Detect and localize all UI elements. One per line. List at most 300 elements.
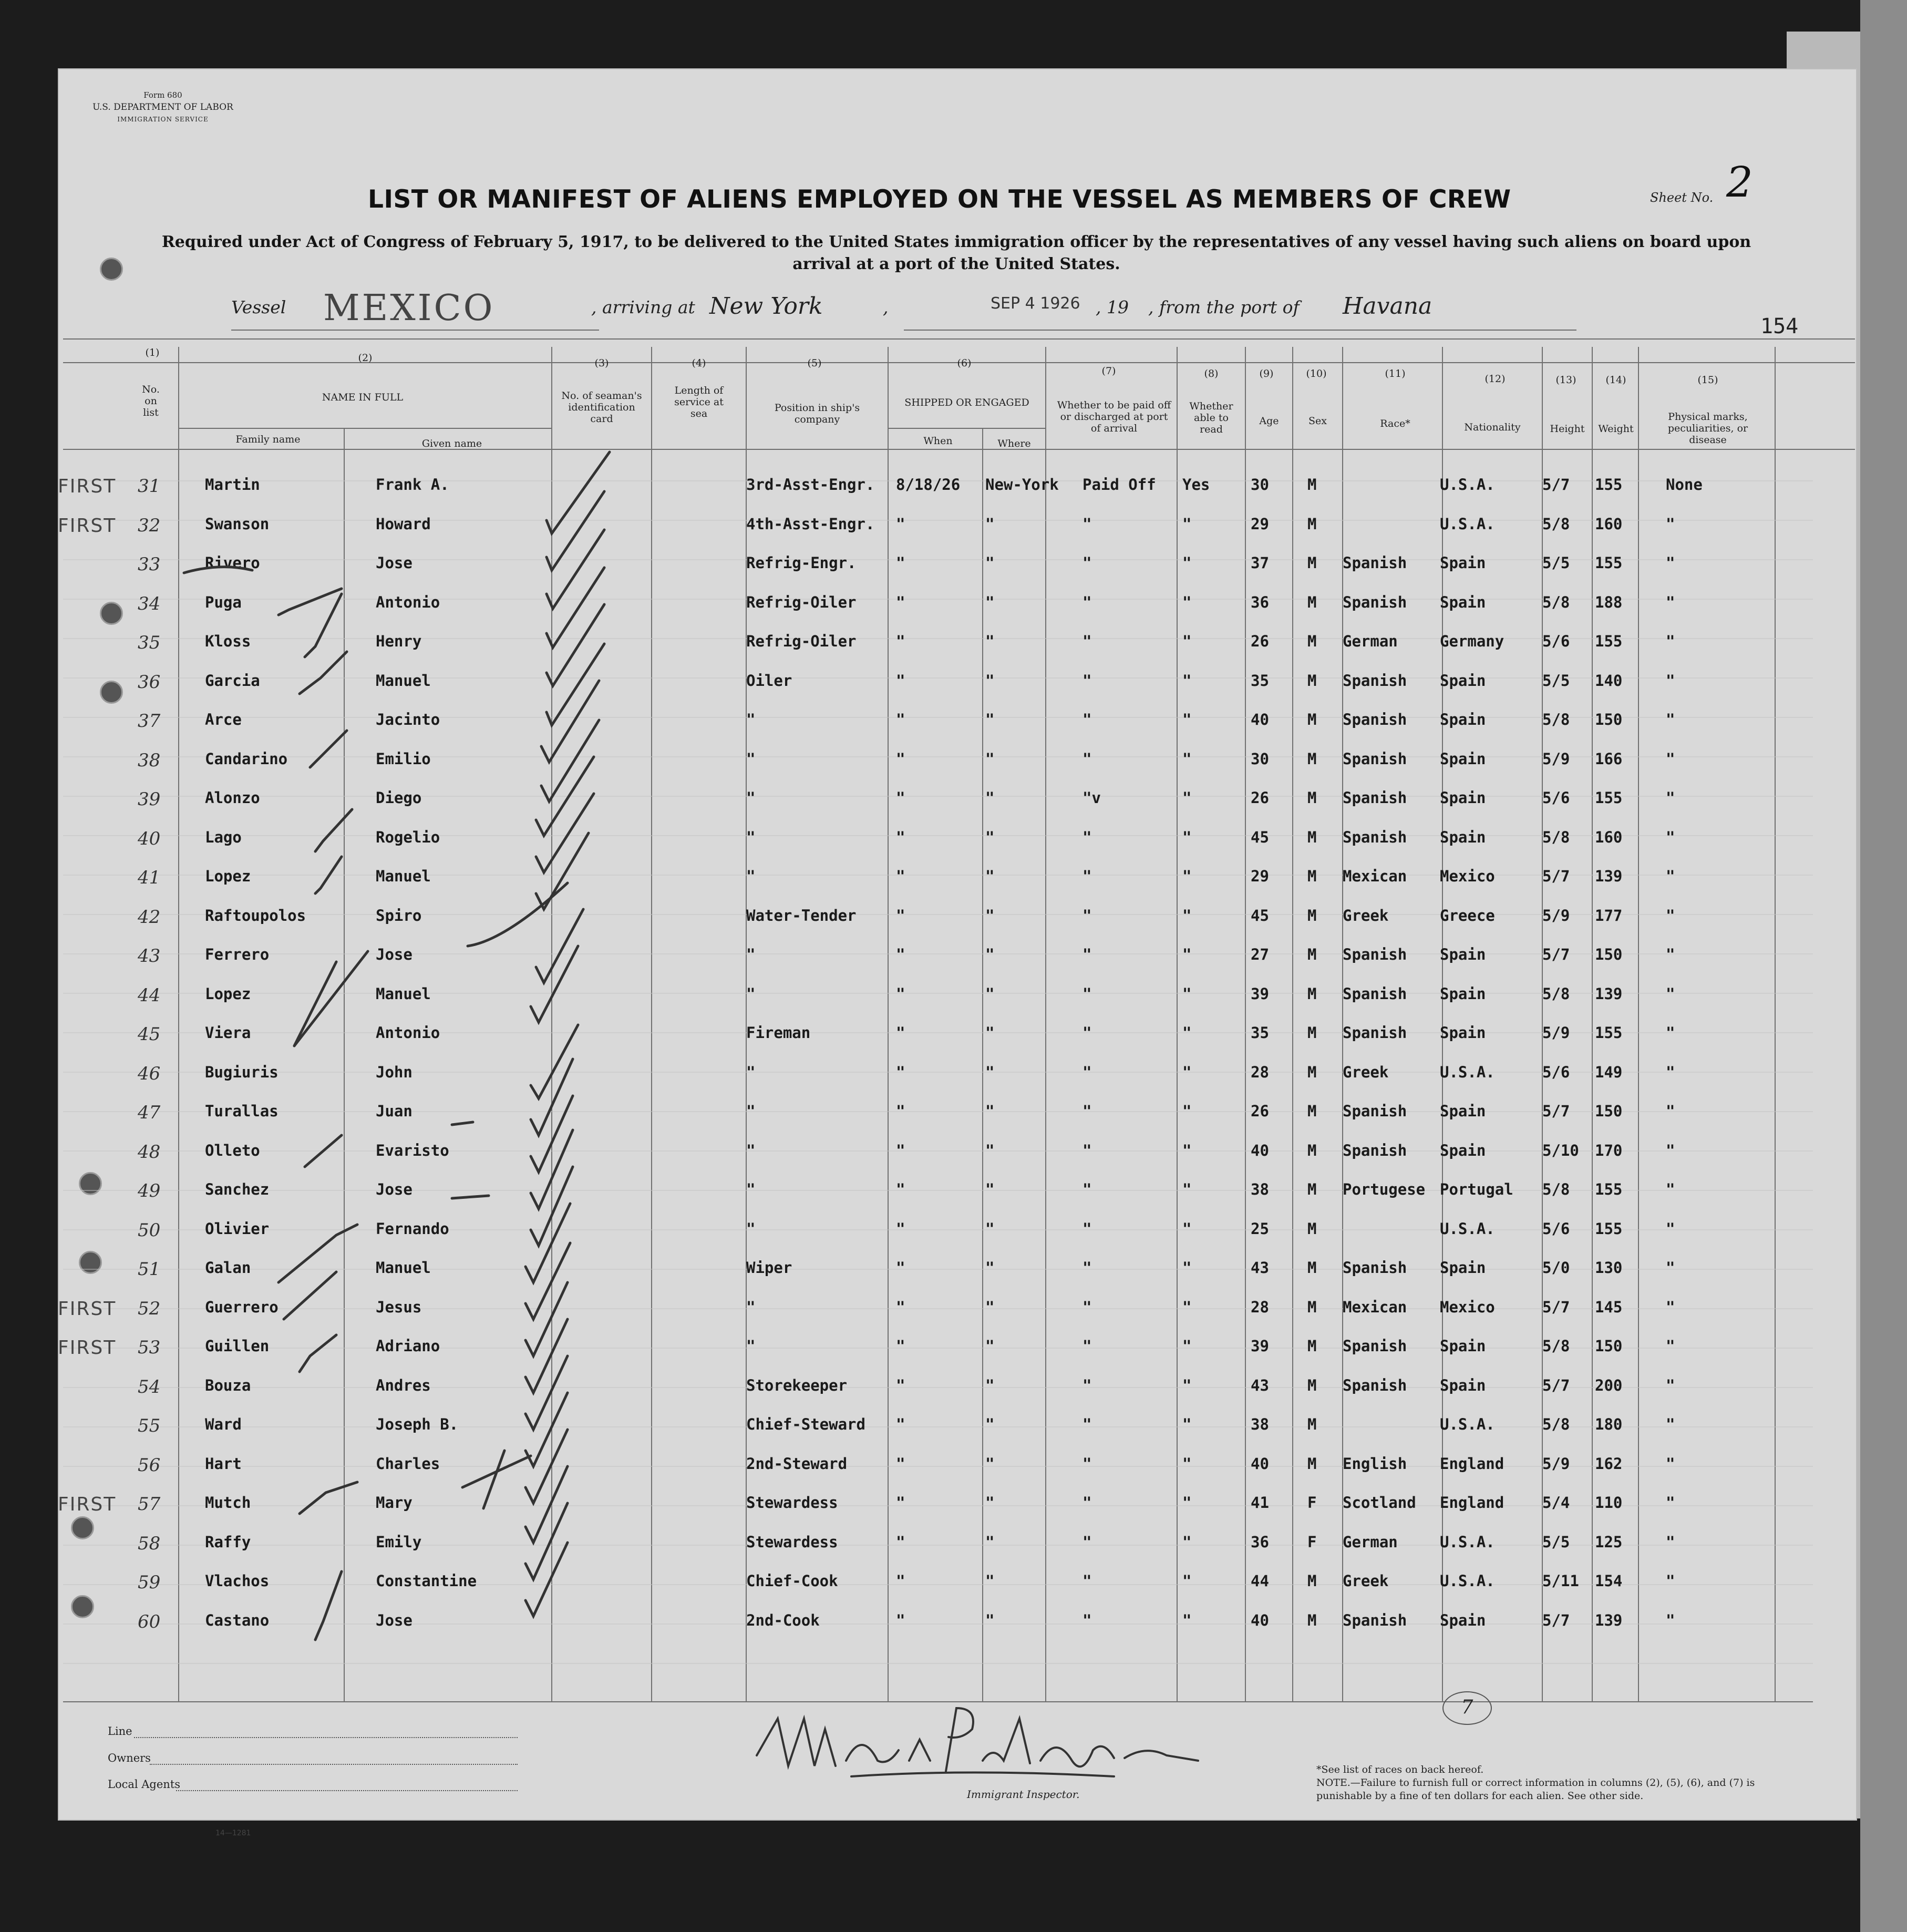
- cell-no: 57: [138, 1494, 161, 1515]
- vessel-name: MEXICO: [323, 287, 495, 329]
- document-title: LIST OR MANIFEST OF ALIENS EMPLOYED ON THE VESSEL AS MEMBERS OF CREW: [368, 185, 1511, 214]
- cell-race: Scotland: [1343, 1494, 1416, 1512]
- cell-nat: Spain: [1440, 828, 1486, 846]
- cell-weight: 155: [1595, 554, 1623, 572]
- cell-race: Spanish: [1343, 554, 1407, 572]
- cell-height: 5/8: [1542, 515, 1570, 533]
- header-able-read: Whether able to read: [1189, 400, 1233, 435]
- cell-given: Jose: [376, 1180, 413, 1198]
- cell-given: Howard: [376, 515, 431, 533]
- cell-family: Turallas: [205, 1102, 279, 1120]
- cell-no: 38: [138, 749, 161, 771]
- comma-separator: ,: [883, 297, 889, 317]
- cell-height: 5/7: [1542, 946, 1570, 963]
- cell-when: ": [896, 1024, 905, 1042]
- cell-family: Galan: [205, 1259, 251, 1277]
- cell-paid: ": [1083, 867, 1092, 885]
- cell-when: 8/18/26: [896, 476, 961, 494]
- cell-height: 5/7: [1542, 1102, 1570, 1120]
- cell-nat: U.S.A.: [1440, 1533, 1495, 1551]
- cell-position: ": [746, 1063, 756, 1081]
- cell-when: ": [896, 1298, 905, 1316]
- cell-family: Garcia: [205, 671, 260, 690]
- cell-race: Greek: [1343, 1572, 1389, 1590]
- cell-position: ": [746, 1180, 756, 1198]
- header-position: Position in ship's company: [774, 402, 860, 425]
- col-number: (9): [1259, 368, 1274, 379]
- cell-family: Viera: [205, 1024, 251, 1042]
- cell-family: Candarino: [205, 749, 288, 768]
- cell-where: ": [985, 711, 995, 728]
- cell-marks: ": [1666, 1141, 1675, 1159]
- cell-height: 5/4: [1542, 1494, 1570, 1512]
- cell-family: Bugiuris: [205, 1063, 279, 1081]
- cell-no: 35: [138, 632, 161, 653]
- cell-height: 5/7: [1542, 1611, 1570, 1629]
- cell-age: 28: [1251, 1298, 1269, 1316]
- cell-family: Castano: [205, 1611, 270, 1629]
- cell-read: ": [1182, 984, 1192, 1003]
- cell-when: ": [896, 632, 905, 650]
- cell-where: ": [985, 1102, 995, 1120]
- cell-family: Puga: [205, 593, 242, 611]
- col-number: (4): [692, 357, 706, 369]
- cell-mark: FIRST: [58, 515, 117, 537]
- cell-height: 5/7: [1542, 476, 1570, 494]
- cell-paid: "v: [1083, 789, 1101, 807]
- cell-given: Andres: [376, 1376, 431, 1394]
- cell-race: Spanish: [1343, 593, 1407, 611]
- cell-nat: Spain: [1440, 1259, 1486, 1277]
- cell-paid: ": [1083, 1259, 1092, 1277]
- cell-position: Storekeeper: [746, 1376, 848, 1394]
- cell-marks: ": [1666, 1415, 1675, 1433]
- cell-family: Kloss: [205, 632, 251, 650]
- cell-where: New-York: [985, 476, 1059, 494]
- cell-nat: Portugal: [1440, 1180, 1513, 1198]
- cell-no: 37: [138, 711, 161, 732]
- cell-given: Juan: [376, 1102, 413, 1120]
- cell-sex: M: [1307, 1415, 1317, 1433]
- cell-paid: ": [1083, 906, 1092, 924]
- cell-read: ": [1182, 1063, 1192, 1081]
- races-note: *See list of races on back hereof.: [1316, 1764, 1484, 1775]
- owners-field: [150, 1764, 518, 1765]
- cell-race: Spanish: [1343, 1024, 1407, 1042]
- cell-no: 45: [138, 1024, 161, 1045]
- cell-given: Fernando: [376, 1219, 449, 1238]
- cell-where: ": [985, 515, 995, 533]
- cell-given: Jesus: [376, 1298, 422, 1316]
- cell-read: ": [1182, 1259, 1192, 1277]
- cell-family: Bouza: [205, 1376, 251, 1394]
- cell-family: Sanchez: [205, 1180, 270, 1198]
- cell-height: 5/5: [1542, 1533, 1570, 1551]
- year-label: , 19: [1096, 297, 1129, 317]
- cell-weight: 140: [1595, 671, 1623, 690]
- cell-given: Jose: [376, 946, 413, 963]
- line-label: Line: [108, 1725, 132, 1738]
- cell-marks: ": [1666, 1494, 1675, 1512]
- cell-height: 5/6: [1542, 789, 1570, 807]
- cell-read: ": [1182, 554, 1192, 572]
- cell-marks: ": [1666, 1259, 1675, 1277]
- cell-when: ": [896, 1180, 905, 1198]
- cell-mark: FIRST: [58, 1337, 117, 1359]
- cell-race: Spanish: [1343, 828, 1407, 846]
- cell-read: ": [1182, 1454, 1192, 1473]
- cell-no: 41: [138, 867, 161, 888]
- cell-height: 5/10: [1542, 1141, 1579, 1159]
- page-number: 154: [1760, 314, 1799, 338]
- cell-weight: 162: [1595, 1454, 1623, 1473]
- cell-marks: ": [1666, 1298, 1675, 1316]
- form-number: Form 680: [143, 90, 182, 100]
- cell-position: Fireman: [746, 1024, 811, 1042]
- cell-position: ": [746, 946, 756, 963]
- cell-height: 5/5: [1542, 671, 1570, 690]
- cell-where: ": [985, 1063, 995, 1081]
- cell-marks: None: [1666, 476, 1703, 494]
- cell-family: Rivero: [205, 554, 260, 572]
- cell-no: 46: [138, 1063, 161, 1084]
- header-length-service: Length of service at sea: [674, 385, 724, 419]
- cell-read: ": [1182, 1415, 1192, 1433]
- cell-when: ": [896, 1063, 905, 1081]
- cell-read: ": [1182, 1376, 1192, 1394]
- cell-sex: M: [1307, 828, 1317, 846]
- cell-weight: 150: [1595, 711, 1623, 728]
- cell-marks: ": [1666, 554, 1675, 572]
- col-number: (10): [1306, 368, 1327, 379]
- cell-age: 30: [1251, 476, 1269, 494]
- cell-sex: M: [1307, 1063, 1317, 1081]
- cell-nat: Spain: [1440, 1024, 1486, 1042]
- cell-position: 2nd-Steward: [746, 1454, 848, 1473]
- cell-family: Ward: [205, 1415, 242, 1433]
- header-sex: Sex: [1308, 415, 1327, 427]
- cell-read: ": [1182, 789, 1192, 807]
- cell-race: Spanish: [1343, 1141, 1407, 1159]
- cell-paid: ": [1083, 1141, 1092, 1159]
- cell-where: ": [985, 1259, 995, 1277]
- cell-when: ": [896, 1337, 905, 1355]
- cell-no: 54: [138, 1376, 161, 1397]
- cell-when: ": [896, 789, 905, 807]
- cell-nat: Mexico: [1440, 867, 1495, 885]
- cell-no: 34: [138, 593, 161, 614]
- cell-marks: ": [1666, 515, 1675, 533]
- cell-nat: U.S.A.: [1440, 476, 1495, 494]
- cell-when: ": [896, 593, 905, 611]
- cell-weight: 160: [1595, 828, 1623, 846]
- cell-weight: 139: [1595, 1611, 1623, 1629]
- cell-age: 39: [1251, 984, 1269, 1003]
- cell-given: Joseph B.: [376, 1415, 459, 1433]
- cell-age: 40: [1251, 1141, 1269, 1159]
- cell-family: Olivier: [205, 1219, 270, 1238]
- cell-race: Spanish: [1343, 711, 1407, 728]
- cell-when: ": [896, 1454, 905, 1473]
- cell-where: ": [985, 1180, 995, 1198]
- cell-weight: 155: [1595, 632, 1623, 650]
- cell-nat: Spain: [1440, 946, 1486, 963]
- cell-age: 26: [1251, 789, 1269, 807]
- cell-weight: 170: [1595, 1141, 1623, 1159]
- cell-sex: M: [1307, 593, 1317, 611]
- cell-nat: U.S.A.: [1440, 515, 1495, 533]
- cell-marks: ": [1666, 906, 1675, 924]
- cell-family: Lopez: [205, 867, 251, 885]
- cell-when: ": [896, 515, 905, 533]
- cell-position: ": [746, 1102, 756, 1120]
- date-stamp: SEP 4 1926: [991, 294, 1080, 313]
- cell-age: 25: [1251, 1219, 1269, 1238]
- cell-race: Mexican: [1343, 867, 1407, 885]
- cell-sex: M: [1307, 1298, 1317, 1316]
- sheet-number: 2: [1726, 158, 1753, 207]
- cell-sex: M: [1307, 1141, 1317, 1159]
- header-height: Height: [1550, 423, 1585, 435]
- circled-total-value: 7: [1461, 1697, 1473, 1718]
- cell-where: ": [985, 1611, 995, 1629]
- cell-weight: 125: [1595, 1533, 1623, 1551]
- cell-family: Vlachos: [205, 1572, 270, 1590]
- cell-height: 5/8: [1542, 711, 1570, 728]
- cell-sex: M: [1307, 984, 1317, 1003]
- cell-marks: ": [1666, 867, 1675, 885]
- col-number: (7): [1101, 365, 1116, 377]
- cell-family: Guillen: [205, 1337, 270, 1355]
- cell-sex: M: [1307, 1024, 1317, 1042]
- cell-mark: FIRST: [58, 476, 117, 497]
- cell-nat: U.S.A.: [1440, 1063, 1495, 1081]
- cell-paid: ": [1083, 671, 1092, 690]
- cell-height: 5/8: [1542, 828, 1570, 846]
- cell-nat: England: [1440, 1494, 1504, 1512]
- col-number: (15): [1697, 374, 1718, 386]
- cell-paid: ": [1083, 593, 1092, 611]
- cell-sex: M: [1307, 1572, 1317, 1590]
- inspector-label: Immigrant Inspector.: [967, 1788, 1080, 1801]
- cell-marks: ": [1666, 711, 1675, 728]
- cell-nat: Greece: [1440, 906, 1495, 924]
- cell-given: Jose: [376, 554, 413, 572]
- requirement-text: Required under Act of Congress of February 5, 1917, to be delivered to the United States immigration officer by the representatives of any vessel having such aliens on board upon arrival at a port of the United States.: [161, 233, 1751, 273]
- cell-when: ": [896, 1572, 905, 1590]
- cell-position: ": [746, 1219, 756, 1238]
- footnote: [1316, 1763, 1789, 1803]
- local-agents-label: Local Agents: [108, 1778, 181, 1791]
- cell-given: Rogelio: [376, 828, 440, 846]
- cell-age: 45: [1251, 906, 1269, 924]
- cell-marks: ": [1666, 1102, 1675, 1120]
- cell-height: 5/9: [1542, 1454, 1570, 1473]
- cell-position: Stewardess: [746, 1533, 838, 1551]
- cell-family: Alonzo: [205, 789, 260, 807]
- cell-family: Guerrero: [205, 1298, 279, 1316]
- cell-read: ": [1182, 1533, 1192, 1551]
- cell-marks: ": [1666, 749, 1675, 768]
- col-number: (6): [957, 357, 972, 369]
- cell-where: ": [985, 1298, 995, 1316]
- cell-age: 45: [1251, 828, 1269, 846]
- cell-age: 39: [1251, 1337, 1269, 1355]
- cell-when: ": [896, 1102, 905, 1120]
- cell-sex: M: [1307, 1259, 1317, 1277]
- cell-family: Raffy: [205, 1533, 251, 1551]
- cell-given: Diego: [376, 789, 422, 807]
- cell-given: Antonio: [376, 1024, 440, 1042]
- cell-paid: ": [1083, 946, 1092, 963]
- cell-when: ": [896, 1259, 905, 1277]
- cell-no: 48: [138, 1141, 161, 1163]
- cell-marks: ": [1666, 946, 1675, 963]
- cell-where: ": [985, 632, 995, 650]
- cell-nat: Spain: [1440, 1141, 1486, 1159]
- cell-where: ": [985, 554, 995, 572]
- cell-marks: ": [1666, 1063, 1675, 1081]
- cell-paid: ": [1083, 1454, 1092, 1473]
- cell-no: 43: [138, 946, 161, 967]
- cell-family: Hart: [205, 1454, 242, 1473]
- cell-sex: M: [1307, 632, 1317, 650]
- cell-given: Spiro: [376, 906, 422, 924]
- cell-sex: F: [1307, 1533, 1317, 1551]
- cell-paid: ": [1083, 1611, 1092, 1629]
- cell-family: Ferrero: [205, 946, 270, 963]
- cell-given: Jacinto: [376, 711, 440, 728]
- cell-marks: ": [1666, 671, 1675, 690]
- cell-height: 5/9: [1542, 1024, 1570, 1042]
- cell-paid: ": [1083, 1063, 1092, 1081]
- cell-age: 30: [1251, 749, 1269, 768]
- cell-age: 36: [1251, 593, 1269, 611]
- cell-weight: 180: [1595, 1415, 1623, 1433]
- cell-sex: M: [1307, 789, 1317, 807]
- cell-no: 44: [138, 984, 161, 1006]
- cell-where: ": [985, 1337, 995, 1355]
- cell-sex: M: [1307, 1611, 1317, 1629]
- cell-nat: Spain: [1440, 789, 1486, 807]
- cell-when: ": [896, 946, 905, 963]
- cell-nat: Spain: [1440, 1337, 1486, 1355]
- cell-race: Spanish: [1343, 789, 1407, 807]
- cell-height: 5/7: [1542, 867, 1570, 885]
- cell-paid: ": [1083, 711, 1092, 728]
- sheet-label: Sheet No.: [1650, 190, 1714, 205]
- cell-sex: M: [1307, 946, 1317, 963]
- cell-weight: 155: [1595, 1024, 1623, 1042]
- cell-age: 44: [1251, 1572, 1269, 1590]
- cell-weight: 160: [1595, 515, 1623, 533]
- cell-when: ": [896, 828, 905, 846]
- cell-sex: M: [1307, 711, 1317, 728]
- cell-age: 29: [1251, 515, 1269, 533]
- cell-marks: ": [1666, 1611, 1675, 1629]
- header-nationality: Nationality: [1464, 422, 1521, 433]
- cell-nat: Spain: [1440, 554, 1486, 572]
- cell-no: 42: [138, 906, 161, 928]
- cell-age: 41: [1251, 1494, 1269, 1512]
- cell-weight: 200: [1595, 1376, 1623, 1394]
- cell-age: 40: [1251, 1611, 1269, 1629]
- cell-nat: U.S.A.: [1440, 1219, 1495, 1238]
- header-paid-off: Whether to be paid off or discharged at port of arrival: [1057, 399, 1171, 434]
- header-given-name: Given name: [421, 438, 482, 449]
- cell-given: Emily: [376, 1533, 422, 1551]
- cell-position: ": [746, 1337, 756, 1355]
- cell-read: ": [1182, 946, 1192, 963]
- cell-mark: FIRST: [58, 1494, 117, 1515]
- cell-weight: 155: [1595, 789, 1623, 807]
- col-number: (13): [1555, 374, 1576, 386]
- cell-read: ": [1182, 515, 1192, 533]
- cell-race: Spanish: [1343, 1102, 1407, 1120]
- cell-weight: 150: [1595, 1102, 1623, 1120]
- cell-position: ": [746, 984, 756, 1003]
- cell-family: Lago: [205, 828, 242, 846]
- cell-race: German: [1343, 1533, 1398, 1551]
- cell-where: ": [985, 1376, 995, 1394]
- cell-no: 40: [138, 828, 161, 849]
- cell-where: ": [985, 1494, 995, 1512]
- cell-weight: 110: [1595, 1494, 1623, 1512]
- cell-position: ": [746, 867, 756, 885]
- cell-where: ": [985, 946, 995, 963]
- cell-race: Spanish: [1343, 1337, 1407, 1355]
- cell-read: ": [1182, 1611, 1192, 1629]
- cell-weight: 177: [1595, 906, 1623, 924]
- cell-age: 37: [1251, 554, 1269, 572]
- col-number: (1): [145, 347, 160, 358]
- cell-sex: M: [1307, 867, 1317, 885]
- cell-position: Refrig-Oiler: [746, 632, 857, 650]
- print-reference: 14—1281: [215, 1829, 251, 1837]
- cell-paid: ": [1083, 1024, 1092, 1042]
- cell-paid: ": [1083, 1494, 1092, 1512]
- cell-family: Martin: [205, 476, 260, 494]
- cell-where: ": [985, 1141, 995, 1159]
- cell-age: 26: [1251, 632, 1269, 650]
- cell-age: 40: [1251, 1454, 1269, 1473]
- cell-marks: ": [1666, 632, 1675, 650]
- cell-paid: ": [1083, 632, 1092, 650]
- cell-position: Refrig-Oiler: [746, 593, 857, 611]
- cell-no: 31: [138, 476, 161, 497]
- cell-weight: 139: [1595, 984, 1623, 1003]
- cell-where: ": [985, 1454, 995, 1473]
- cell-given: Constantine: [376, 1572, 477, 1590]
- cell-read: ": [1182, 1337, 1192, 1355]
- cell-no: 49: [138, 1180, 161, 1201]
- cell-marks: ": [1666, 1024, 1675, 1042]
- cell-no: 52: [138, 1298, 161, 1319]
- cell-nat: U.S.A.: [1440, 1415, 1495, 1433]
- cell-height: 5/6: [1542, 1219, 1570, 1238]
- cell-read: ": [1182, 828, 1192, 846]
- header-name-in-full: NAME IN FULL: [322, 392, 404, 403]
- cell-weight: 166: [1595, 749, 1623, 768]
- cell-given: Charles: [376, 1454, 440, 1473]
- header-no-on-list: No. on list: [142, 384, 160, 418]
- cell-height: 5/5: [1542, 554, 1570, 572]
- cell-weight: 149: [1595, 1063, 1623, 1081]
- cell-sex: M: [1307, 554, 1317, 572]
- col-number: (3): [594, 357, 609, 369]
- cell-paid: ": [1083, 1102, 1092, 1120]
- cell-family: Raftoupolos: [205, 906, 306, 924]
